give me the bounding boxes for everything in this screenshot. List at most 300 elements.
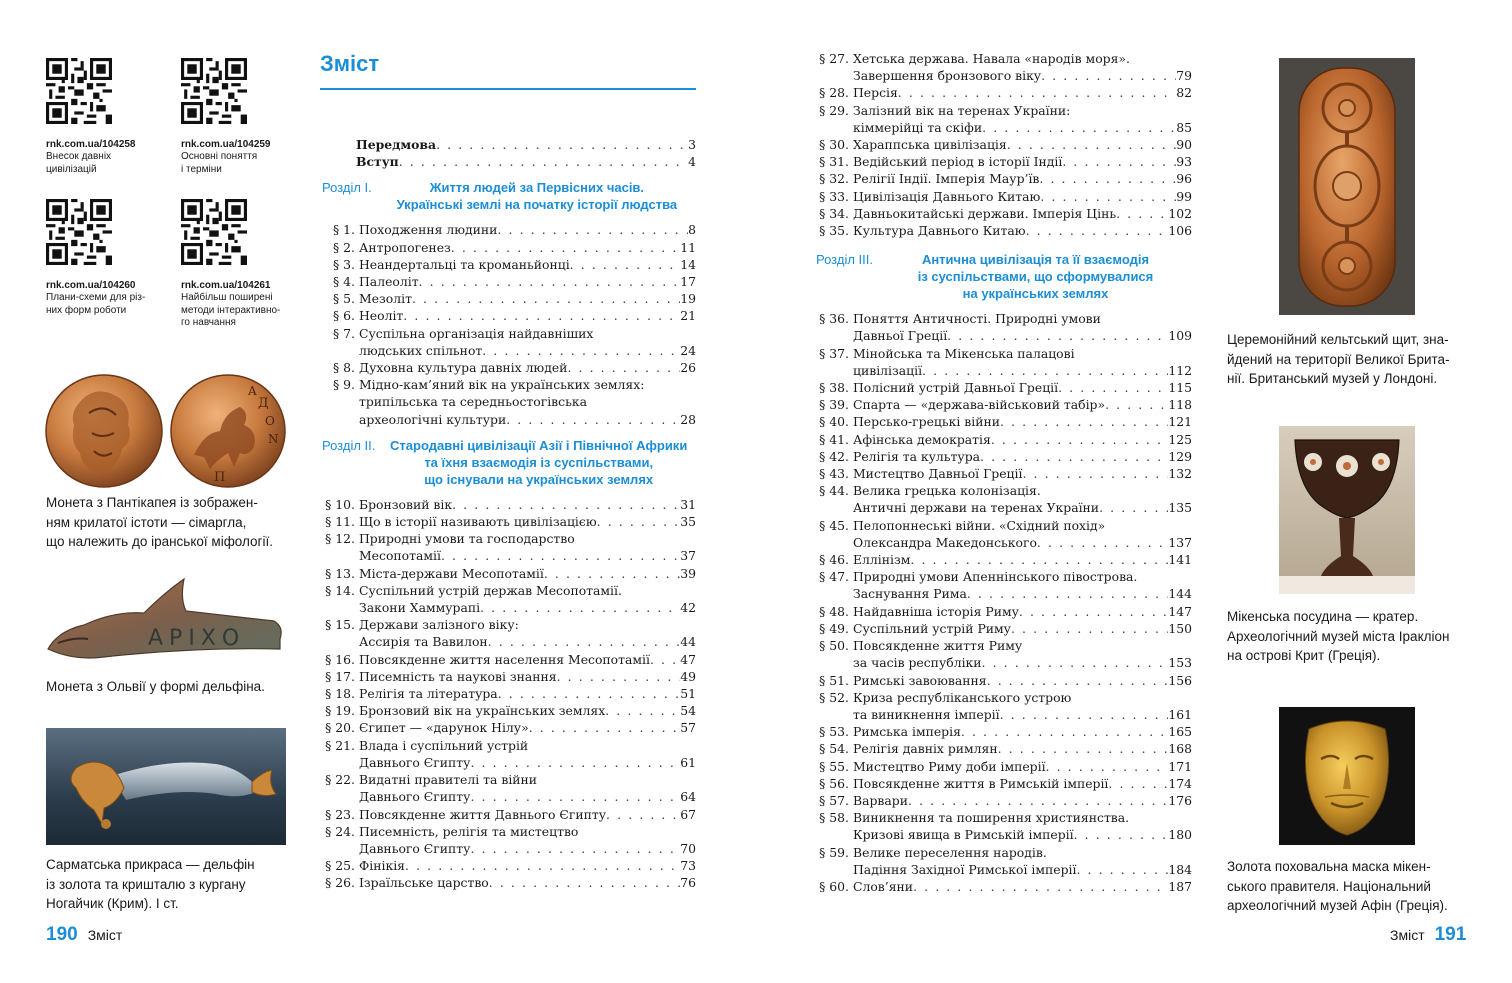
toc-entry-line [853, 499, 1192, 516]
toc-entry-line [359, 806, 696, 823]
toc-entry-line [359, 221, 696, 238]
toc-entry-title: Суспільний устрій Риму [853, 620, 1011, 636]
toc-preface-entry[interactable] [322, 153, 696, 170]
toc-entry-number: § 55. [819, 758, 849, 774]
toc-entry[interactable] [816, 396, 1192, 413]
toc-section-title [879, 251, 1192, 302]
toc-entry[interactable] [816, 310, 1192, 344]
toc-entry-number: § 58. [819, 810, 849, 826]
toc-entry[interactable] [322, 325, 696, 359]
qr-code-icon[interactable] [181, 199, 247, 265]
toc-entry-title: Передмова [356, 137, 437, 152]
toc-entry[interactable] [816, 844, 1192, 878]
toc-leader [403, 307, 680, 324]
toc-entry-number: § 30. [819, 137, 849, 153]
toc-entry-title: Суспільна організація найдавніших [359, 325, 594, 341]
toc-entry[interactable] [816, 672, 1192, 689]
qr-url[interactable]: rnk.com.ua/104259 [181, 139, 271, 150]
toc-leader [967, 585, 1168, 602]
toc-entry[interactable] [816, 551, 1192, 568]
toc-entry[interactable] [322, 737, 696, 771]
toc-entry[interactable] [816, 50, 1192, 84]
toc-leader [399, 153, 688, 170]
toc-page-number: 184 [1168, 861, 1192, 877]
caption-line: Церемонійний кельтський щит, зна- [1227, 332, 1449, 347]
qr-caption: Внесок давніх [46, 151, 112, 162]
toc-entry-title: Мінойська та Мікенська палацові [853, 345, 1075, 361]
toc-entry-number: § 8. [333, 360, 355, 376]
toc-leader [1108, 775, 1168, 792]
coin-letter: Д [258, 396, 269, 411]
toc-page-number: 125 [1168, 431, 1192, 447]
toc-entry-number: § 41. [819, 431, 849, 447]
footer-right [1390, 924, 1466, 946]
toc-entry[interactable] [816, 379, 1192, 396]
toc-entry-line [853, 170, 1192, 187]
toc-leader [597, 513, 681, 530]
toc-entry-number: § 19. [325, 703, 355, 719]
caption-line: із золота та кришталю з кургану [46, 876, 246, 892]
caption-line: ського правителя. Національний [1227, 878, 1431, 894]
toc-entry-line [359, 874, 696, 891]
toc-entry[interactable] [816, 878, 1192, 895]
toc-entry-line [359, 651, 696, 668]
toc-page-number: 137 [1168, 534, 1192, 550]
toc-leader [650, 651, 680, 668]
toc-entry-title: Персько-грецькі війни [853, 414, 1000, 430]
toc-leader [480, 599, 680, 616]
toc-entry[interactable] [816, 723, 1192, 740]
caption-line: Мікенська посудина — кратер. [1227, 609, 1419, 624]
toc-entry-number: § 36. [819, 311, 849, 327]
toc-entry[interactable] [816, 637, 1192, 671]
toc-entry-number: § 35. [819, 223, 849, 239]
toc-entry-number: § 37. [819, 345, 849, 361]
qr-caption: цивілізацій [46, 163, 97, 175]
toc-section-title-line: Стародавні цивілізації Азії і Північної Африки [390, 437, 688, 453]
caption-sarmatian [46, 855, 296, 914]
caption-line: на острові Крит (Греція). [1227, 648, 1381, 663]
toc-preface-entry[interactable] [322, 136, 696, 153]
toc-right-column [816, 50, 1192, 895]
toc-entry-line [853, 345, 1192, 362]
toc-section-label: Розділ ІІ. [322, 437, 376, 453]
toc-entry-title: Фінікія [359, 858, 405, 874]
toc-entry-line [359, 393, 696, 410]
toc-preface [322, 136, 696, 170]
toc-entry[interactable] [816, 222, 1192, 239]
toc-entry-number: § 21. [325, 737, 355, 753]
toc-title: Зміст [320, 51, 380, 76]
toc-entry-title: Давнього Єгипту [359, 789, 471, 805]
toc-entry-title: цивілізації [853, 362, 923, 378]
caption-coin-pantikapei [46, 493, 296, 552]
toc-leader [1099, 499, 1168, 516]
caption-krater [1227, 607, 1477, 666]
toc-entry-line [853, 413, 1192, 430]
toc-entry-title: Що в історії називають цивілізацією [359, 514, 597, 530]
toc-entry-title: Давньої Греції [853, 328, 948, 344]
toc-leader [405, 857, 680, 874]
toc-entry[interactable] [816, 758, 1192, 775]
toc-entry-line [853, 689, 1192, 706]
toc-entry-number: § 50. [819, 638, 849, 654]
toc-entry-line [853, 775, 1192, 792]
toc-page-number: 102 [1168, 205, 1192, 221]
toc-entry-line [853, 603, 1192, 620]
toc-leader [1105, 396, 1168, 413]
toc-entry-line [853, 809, 1192, 826]
caption-coin-olbia [46, 677, 296, 697]
toc-entry-title: Падіння Західної Римської імперії [853, 861, 1077, 877]
toc-leader [506, 411, 680, 428]
toc-entry-line [359, 616, 696, 633]
toc-title-underline [320, 88, 696, 90]
footer-label: Зміст [1390, 927, 1425, 943]
toc-page-number: 90 [1176, 137, 1192, 153]
toc-entry[interactable] [322, 530, 696, 564]
caption-line: ням крилатої істоти — сімаргла, [46, 514, 247, 530]
toc-entry-title: археологічні культури [359, 411, 507, 427]
toc-leader [1058, 379, 1168, 396]
toc-entry-line [853, 102, 1192, 119]
toc-page-number: 161 [1168, 706, 1192, 722]
toc-page-number: 24 [680, 342, 696, 358]
toc-entry[interactable] [322, 582, 696, 616]
toc-entry[interactable] [322, 513, 696, 530]
toc-entry[interactable] [816, 603, 1192, 620]
toc-entry-title: Ізраїльське царство [359, 875, 489, 891]
caption-line: йдений на території Великої Брита- [1227, 351, 1450, 367]
toc-entry-title: людських спільнот [359, 342, 483, 358]
toc-entry-line [359, 411, 696, 428]
toc-entry-title: Видатні правителі та війни [359, 772, 538, 788]
toc-right-section [816, 251, 1192, 895]
toc-page-number: 82 [1176, 85, 1192, 101]
toc-entry-number: § 2. [333, 239, 355, 255]
toc-entry-number: § 11. [325, 514, 355, 530]
toc-entry-line [359, 565, 696, 582]
footer-label: Зміст [87, 927, 123, 943]
toc-leader [1011, 620, 1168, 637]
toc-entry-number: § 56. [819, 775, 849, 791]
caption-line: що належить до іранської міфології. [46, 534, 273, 549]
toc-entry[interactable] [816, 482, 1192, 516]
coin-letter: Ο [265, 414, 275, 428]
toc-page-number: 174 [1168, 775, 1192, 791]
toc-entry[interactable] [816, 136, 1192, 153]
toc-leader [1116, 205, 1168, 222]
toc-entry-title: Культура Давнього Китаю [853, 223, 1026, 239]
toc-entry[interactable] [816, 517, 1192, 551]
toc-entry-line [853, 327, 1192, 344]
toc-entry[interactable] [322, 290, 696, 307]
toc-entry-line [853, 844, 1192, 861]
toc-entry[interactable] [322, 702, 696, 719]
toc-entry-title: Поняття Античності. Природні умови [853, 311, 1101, 327]
toc-entry-number: § 15. [325, 617, 355, 633]
qr-block-2 [181, 58, 301, 176]
toc-leader [606, 806, 680, 823]
caption-line: Сарматська прикраса — дельфін [46, 857, 255, 872]
toc-entry-line [853, 826, 1192, 843]
toc-entry[interactable] [322, 307, 696, 324]
toc-entry-title: Релігії Індії. Імперія Маур’їв [853, 171, 1040, 187]
toc-section-title-line: та їхня взаємодія із суспільствами, [424, 454, 654, 470]
toc-entry[interactable] [322, 651, 696, 668]
sarmatian-ornament-image [46, 728, 286, 845]
toc-entry[interactable] [816, 413, 1192, 430]
toc-entry[interactable] [816, 431, 1192, 448]
toc-leader [1026, 222, 1169, 239]
toc-entry-number: § 7. [333, 325, 355, 341]
toc-page-number: 176 [1168, 792, 1192, 808]
toc-entry-number: § 52. [819, 689, 849, 705]
toc-entry-line [359, 342, 696, 359]
qr-caption: і терміни [181, 163, 222, 175]
toc-leader [1000, 413, 1168, 430]
qr-caption: методи інтерактивно- [181, 304, 281, 316]
toc-leader [910, 551, 1168, 568]
toc-entry[interactable] [322, 857, 696, 874]
qr-code-icon[interactable] [181, 58, 247, 124]
toc-page-number: 47 [680, 651, 696, 667]
toc-entry-number: § 26. [325, 875, 355, 891]
qr-caption: Плани-схеми для різ- [46, 292, 146, 303]
toc-entry-line [853, 396, 1192, 413]
toc-entry-title: Духовна культура давніх людей [359, 360, 568, 376]
toc-entry-title: Повсякденне життя Давнього Єгипту [359, 806, 607, 822]
toc-leader [488, 633, 681, 650]
toc-entry-number: § 22. [325, 772, 355, 788]
toc-leader [497, 221, 688, 238]
toc-entry[interactable] [816, 620, 1192, 637]
toc-leader [913, 878, 1168, 895]
toc-entry-number: § 1. [333, 222, 355, 238]
toc-page-number: 11 [680, 239, 696, 255]
toc-leader [1041, 67, 1176, 84]
toc-leader [1000, 706, 1169, 723]
toc-entry-number: § 44. [819, 483, 849, 499]
toc-right-entries [816, 50, 1192, 239]
toc-entry[interactable] [322, 496, 696, 513]
toc-entry-title: та виникнення імперії [853, 706, 1000, 722]
toc-entry-line [359, 513, 696, 530]
toc-entry[interactable] [322, 874, 696, 891]
toc-entry-line [359, 737, 696, 754]
toc-entry-title: Велика грецька колонізація. [853, 483, 1041, 499]
toc-entry-line [853, 568, 1192, 585]
toc-entry-line [853, 706, 1192, 723]
toc-entry-number: § 6. [333, 308, 355, 324]
toc-entry-line [359, 239, 696, 256]
toc-entry-line [853, 585, 1192, 602]
toc-entry-title: Персія [853, 85, 898, 101]
toc-entry-number: § 33. [819, 188, 849, 204]
toc-entry[interactable] [816, 568, 1192, 602]
toc-section-heading[interactable] [816, 251, 1192, 302]
toc-entry[interactable] [322, 376, 696, 428]
toc-entry[interactable] [816, 188, 1192, 205]
toc-page-number: 187 [1168, 878, 1192, 894]
toc-leader [544, 565, 680, 582]
toc-entry-number: § 54. [819, 741, 849, 757]
toc-entry-line [359, 376, 696, 393]
toc-entry-line [853, 188, 1192, 205]
toc-leader [987, 672, 1169, 689]
toc-page-number: 61 [680, 754, 696, 770]
toc-entry-title: Римські завоювання [853, 672, 987, 688]
qr-code-icon[interactable] [46, 199, 112, 265]
toc-entry-number: § 48. [819, 603, 849, 619]
toc-entry[interactable] [816, 792, 1192, 809]
toc-section-title-line: Життя людей за Первісних часів. [429, 180, 645, 196]
toc-entry-title: Релігія та література [359, 686, 498, 702]
toc-entry-number: § 40. [819, 414, 849, 430]
toc-section-heading[interactable] [322, 179, 696, 213]
toc-section-label: Розділ І. [322, 180, 372, 196]
toc-page-number: 150 [1168, 620, 1192, 636]
toc-entry[interactable] [816, 465, 1192, 482]
qr-code-icon[interactable] [46, 58, 112, 124]
toc-entry[interactable] [322, 273, 696, 290]
toc-page-number: 49 [680, 668, 696, 684]
toc-entry-title: Влада і суспільний устрій [359, 737, 529, 753]
toc-entry-line [853, 448, 1192, 465]
toc-page-number: 35 [680, 514, 696, 530]
toc-entry[interactable] [322, 565, 696, 582]
toc-entry-title: Природні умови Апеннінського півострова. [853, 569, 1138, 585]
toc-entry[interactable] [816, 689, 1192, 723]
toc-entry[interactable] [816, 153, 1192, 170]
qr-url[interactable]: rnk.com.ua/104258 [46, 139, 136, 150]
qr-block-1 [46, 58, 166, 176]
caption-line: Монета з Пантікапея із зображен- [46, 495, 258, 510]
qr-url[interactable]: rnk.com.ua/104261 [181, 280, 271, 291]
toc-entry[interactable] [322, 719, 696, 736]
toc-entry-title: Мистецтво Давньої Греції [853, 466, 1023, 482]
toc-entry-line [853, 792, 1192, 809]
toc-page-number: 39 [680, 565, 696, 581]
qr-caption: Основні поняття [181, 151, 258, 162]
toc-entry[interactable] [816, 345, 1192, 379]
toc-entry-number: § 46. [819, 552, 849, 568]
toc-section-heading[interactable] [322, 437, 696, 488]
toc-entry-title: Римська імперія [853, 724, 961, 740]
toc-leader [980, 448, 1168, 465]
toc-page-number: 96 [1176, 171, 1192, 187]
toc-entry[interactable] [322, 668, 696, 685]
toc-entry-line [853, 620, 1192, 637]
toc-entry-number: § 17. [325, 668, 355, 684]
toc-leader [436, 136, 688, 153]
toc-page-number: 132 [1168, 466, 1192, 482]
toc-entry[interactable] [816, 102, 1192, 136]
toc-entry[interactable] [816, 448, 1192, 465]
coin-letter: Α [248, 384, 257, 398]
toc-entry[interactable] [322, 806, 696, 823]
toc-section-title [378, 179, 696, 213]
toc-page-number: 112 [1168, 362, 1192, 378]
toc-entry[interactable] [816, 205, 1192, 222]
toc-entry-title: Писемність, релігія та мистецтво [359, 823, 579, 839]
toc-leader [1040, 188, 1176, 205]
toc-page-number: 156 [1168, 672, 1192, 688]
toc-page-number: 135 [1168, 500, 1192, 516]
toc-entry-line [853, 723, 1192, 740]
toc-entry[interactable] [322, 221, 696, 238]
toc-entry[interactable] [816, 740, 1192, 757]
toc-entry[interactable] [322, 256, 696, 273]
toc-entry-line [359, 840, 696, 857]
toc-entry[interactable] [816, 84, 1192, 101]
toc-page-number: 115 [1168, 380, 1192, 396]
toc-entry[interactable] [816, 809, 1192, 843]
toc-leader [489, 874, 680, 891]
toc-entry-line [359, 754, 696, 771]
qr-url[interactable]: rnk.com.ua/104260 [46, 280, 136, 291]
toc-entry-title: Держави залізного віку: [359, 617, 519, 633]
toc-entry[interactable] [322, 771, 696, 805]
toc-entry-title: Неоліт [359, 308, 404, 324]
toc-page-number: 8 [688, 222, 696, 238]
toc-entry[interactable] [816, 170, 1192, 187]
toc-entry-title: Спарта — «держава-військовий табір» [853, 397, 1106, 413]
toc-leader [419, 273, 681, 290]
toc-entry-number: § 51. [819, 672, 849, 688]
toc-leader [908, 792, 1168, 809]
toc-entry-number: § 47. [819, 569, 849, 585]
toc-entry-line [359, 256, 696, 273]
toc-left-column [322, 136, 696, 892]
toc-entry[interactable] [322, 239, 696, 256]
toc-entry-title: Кризові явища в Римській імперії [853, 827, 1074, 843]
toc-entry-line [359, 325, 696, 342]
toc-entry-line [359, 599, 696, 616]
toc-section-title-line: Антична цивілізація та її взаємодія [921, 252, 1150, 268]
qr-block-3 [46, 199, 166, 317]
caption-line: нії. Британський музей у Лондоні. [1227, 371, 1438, 386]
toc-entry[interactable] [322, 359, 696, 376]
mycenaean-krater-image [1279, 426, 1415, 594]
toc-page-number: 67 [680, 806, 696, 822]
toc-entry[interactable] [322, 685, 696, 702]
toc-page-number: 4 [688, 154, 696, 170]
toc-entry[interactable] [816, 775, 1192, 792]
toc-page-number: 129 [1168, 448, 1192, 464]
toc-entry-title: Залізний вік на теренах України: [853, 102, 1071, 118]
toc-entry-number: § 34. [819, 205, 849, 221]
toc-entry-line [359, 359, 696, 376]
toc-entry-line [359, 685, 696, 702]
toc-entry[interactable] [322, 616, 696, 650]
toc-entry-line [853, 672, 1192, 689]
toc-entry-number: § 3. [333, 256, 355, 272]
toc-entry-number: § 14. [325, 582, 355, 598]
toc-entry-line [359, 273, 696, 290]
toc-entry-title: Месопотамії [359, 548, 441, 564]
toc-page-number: 14 [680, 256, 696, 272]
toc-leader [961, 723, 1168, 740]
toc-entry-title: Вступ [356, 154, 399, 170]
toc-entry-title: Закони Хаммурапі [359, 600, 481, 616]
toc-page-number: 79 [1176, 68, 1192, 84]
toc-page-number: 17 [680, 274, 696, 290]
toc-entry[interactable] [322, 823, 696, 857]
toc-entry-title: Писемність та наукові знання [359, 668, 557, 684]
toc-leader [991, 431, 1169, 448]
coin-letter: Ν [268, 432, 279, 446]
